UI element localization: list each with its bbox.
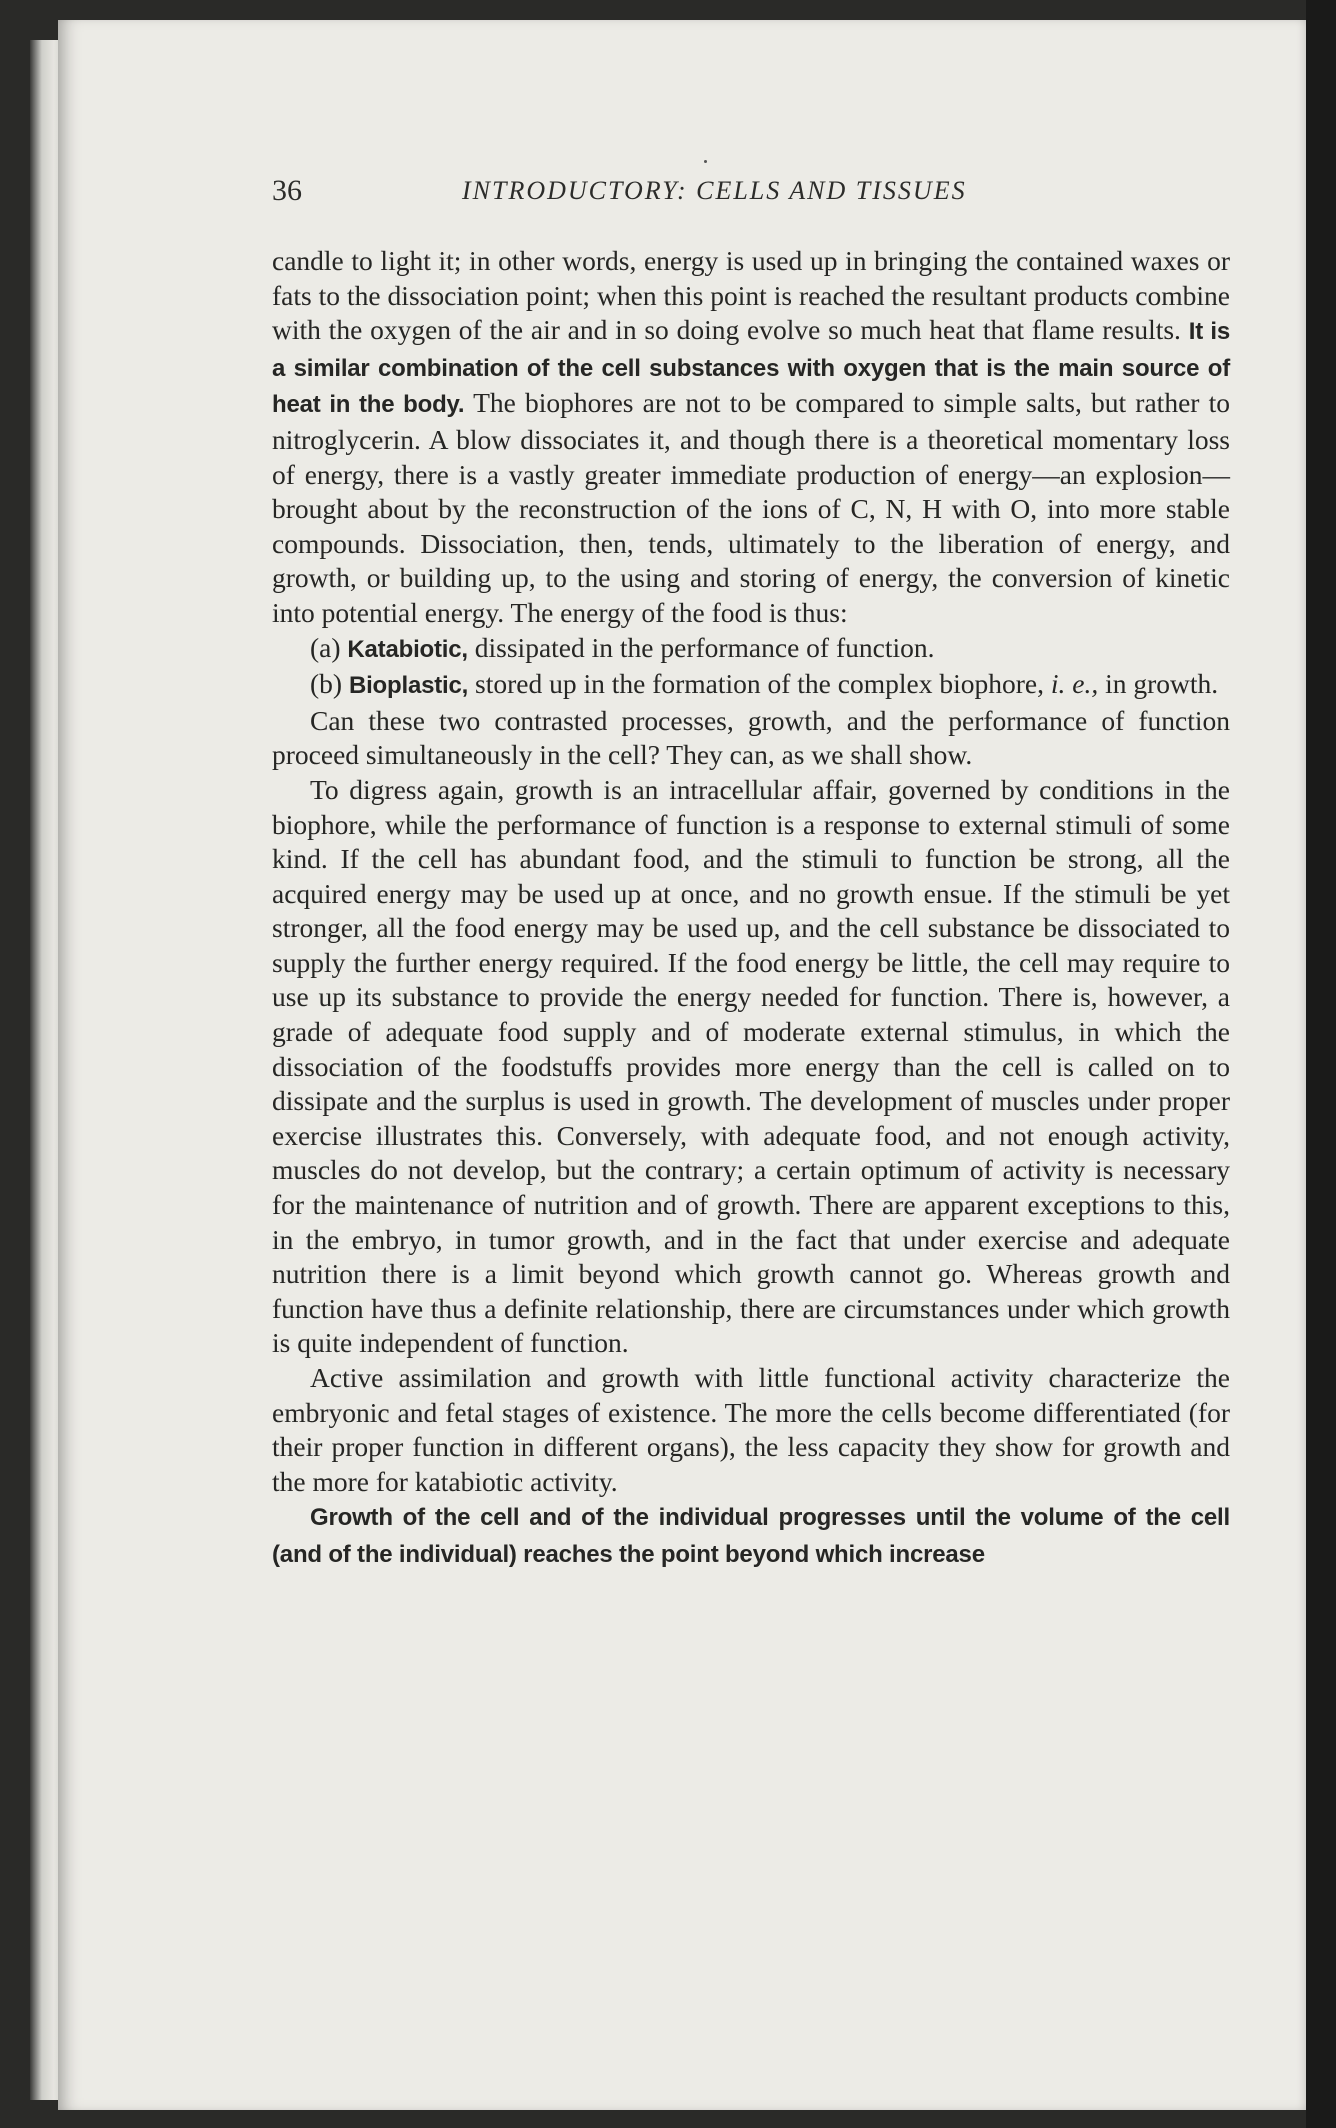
paragraph-5 bbox=[272, 1499, 1230, 1572]
paragraph-4: Active assimilation and growth with little functional activity characterize the embryonic and fetal stages of existence. The more the cells become differentiated (for their proper function in different organs), the less capacity they show for growth and the more for katabiotic activity. bbox=[272, 1362, 1230, 1497]
page-header bbox=[272, 174, 1232, 214]
list-item-b bbox=[272, 667, 1230, 704]
paragraph-1-bold-statement: It is a similar combination of the cell substances with oxygen that is the main source of heat in the body. bbox=[272, 318, 1230, 419]
scan-dark-border bbox=[1306, 0, 1336, 2128]
paragraph-3: To digress again, growth is an intracellular affair, governed by conditions in the biophore, while the performance of function is a response to external stimuli of some kind. If the cell has abundant food, and the stimuli to function be strong, all the acquired energy may be used up at once, and no growth ensue. If the stimuli be yet stronger, all the food energy may be used up, and the cell substance be dissociated to supply the further energy required. If the food energy be little, the cell may require to use up its substance to provide the energy needed for function. There is, however, a grade of adequate food supply and of moderate external stimulus, in which the dissociation of the foodstuffs provides more energy than the cell is called on to dissipate and the surplus is used in growth. The development of muscles under proper exercise illustrates this. Conversely, with adequate food, and not enough activity, muscles do not develop, but the contrary; a certain optimum of activity is necessary for the maintenance of nutrition and of growth. There are apparent exceptions to this, in the embryo, in tumor growth, and in the fact that under exercise and adequate nutrition there is a limit beyond which growth cannot go. Whereas growth and function have thus a definite relationship, there are circumstances under which growth is quite independent of function. bbox=[272, 773, 1230, 1359]
paragraph-1-text-a: candle to light it; in other words, energy is used up in bringing the contained waxes or fats to the dissociation point; when this point is reached the resultant products combine with the oxygen of the air and in so doing evolve so much heat that flame results. bbox=[272, 245, 1230, 346]
list-item-b-text: stored up in the formation of the complex biophore, bbox=[475, 668, 1044, 700]
running-head: INTRODUCTORY: CELLS AND TISSUES bbox=[462, 176, 967, 205]
paragraph-5-bold-statement: Growth of the cell and of the individual progresses until the volume of the cell (and of the individual) reaches the point beyond which increase bbox=[272, 1504, 1230, 1568]
list-item-a-marker: (a) bbox=[310, 631, 341, 663]
list-item-a-term: Katabiotic, bbox=[347, 635, 468, 663]
list-item-b-ie: i. e., bbox=[1050, 668, 1099, 700]
list-item-b-tail: in growth. bbox=[1105, 668, 1219, 700]
list-item-b-marker: (b) bbox=[310, 668, 343, 700]
list-item-a bbox=[272, 631, 1230, 668]
body-text bbox=[272, 244, 1230, 1573]
paragraph-2: Can these two contrasted processes, growth, and the performance of function proceed simultaneously in the cell? They can, as we shall show. bbox=[272, 704, 1230, 771]
page-number: 36 bbox=[272, 174, 302, 207]
list-item-a-text: dissipated in the performance of function. bbox=[474, 631, 935, 663]
paragraph-1 bbox=[272, 244, 1230, 631]
paragraph-1-text-c: The biophores are not to be compared to simple salts, but rather to nitroglycerin. A blow dissociates it, and though there is a theoretical momentary loss of energy, there is a vastly greater immediate production of energy—an explosion—brought about by the reconstruction of the ions of C, N, H with O, into more stable compounds. Dissociation, then, tends, ultimately to the liberation of energy, and growth, or building up, to the using and storing of energy, the conversion of kinetic into potential energy. The energy of the food is thus: bbox=[272, 387, 1230, 628]
list-item-b-term: Bioplastic, bbox=[348, 672, 469, 700]
ink-speck bbox=[704, 160, 707, 163]
